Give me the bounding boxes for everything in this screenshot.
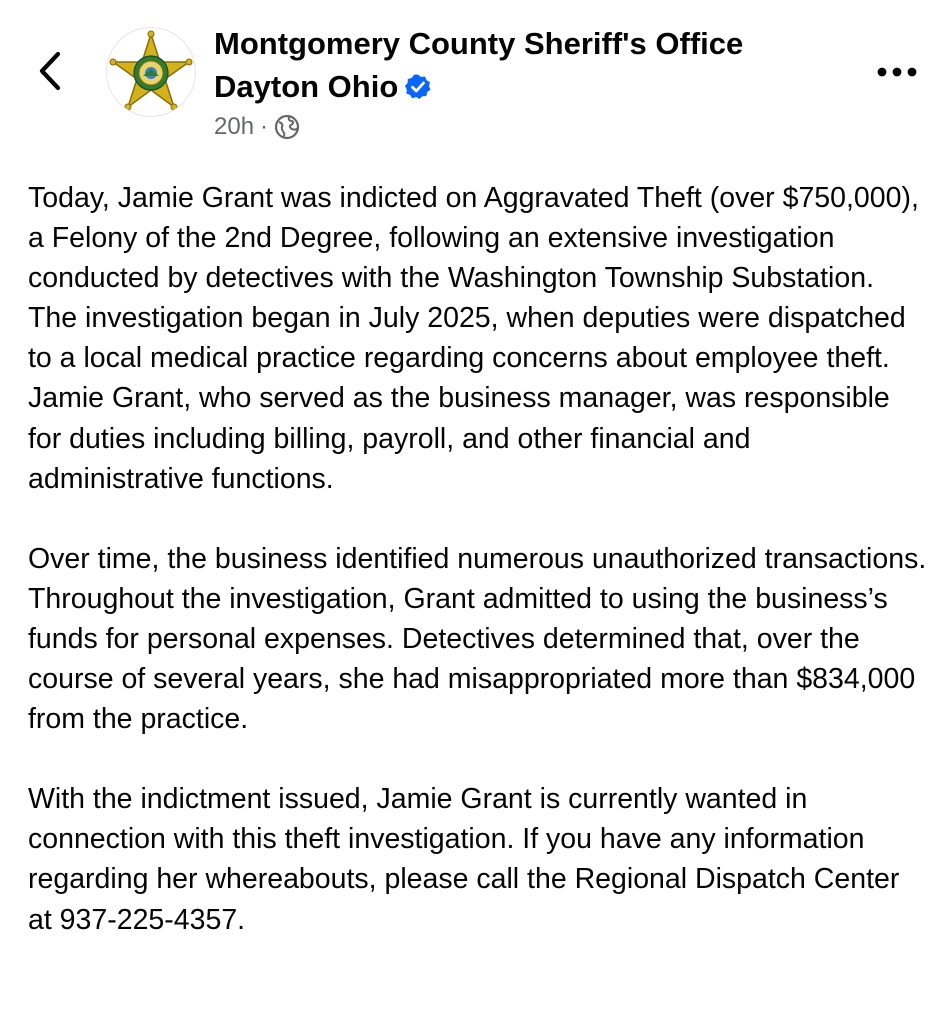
post-header [0,0,950,160]
post-meta [214,111,300,143]
more-dots-icon [872,58,922,86]
page-name-link[interactable] [214,22,854,108]
sheriff-star-badge-icon [107,28,195,116]
timestamp[interactable]: 20h [214,113,255,140]
chevron-left-icon [32,48,72,94]
post-text [28,178,928,980]
meta-separator: · [260,113,269,140]
page-name: Montgomery County Sheriff's Office Dayton Ohio [214,26,744,104]
post-paragraph: Today, Jamie Grant was indicted on Aggravated Theft (over $750,000), a Felony of the 2nd Degree, following an extensive investigation conducted by detectives with the Washington Township Substation. The investigation began in July 2025, when deputies were dispatched to a local medical practice regarding concerns about employee theft. Jamie Grant, who served as the business manager, was responsible for duties including billing, payroll, and other financial and administrative functions. [28,182,919,495]
back-button[interactable] [32,48,72,94]
verified-badge-icon [404,69,432,97]
post-paragraph: With the indictment issued, Jamie Grant is currently wanted in connection with this theft investigation. If you have any information regarding her whereabouts, please call the Regional Dispatch Center at 937-225-4357. [28,783,900,936]
more-options-button[interactable] [872,58,922,86]
post-paragraph: Over time, the business identified numerous unauthorized transactions. Throughout the investigation, Grant admitted to using the business’s funds for personal expenses. Detectives determined that, over the course of several years, she had misappropriated more than $834,000 from the practice. [28,542,927,736]
globe-icon[interactable] [274,114,300,140]
avatar[interactable] [106,27,196,117]
